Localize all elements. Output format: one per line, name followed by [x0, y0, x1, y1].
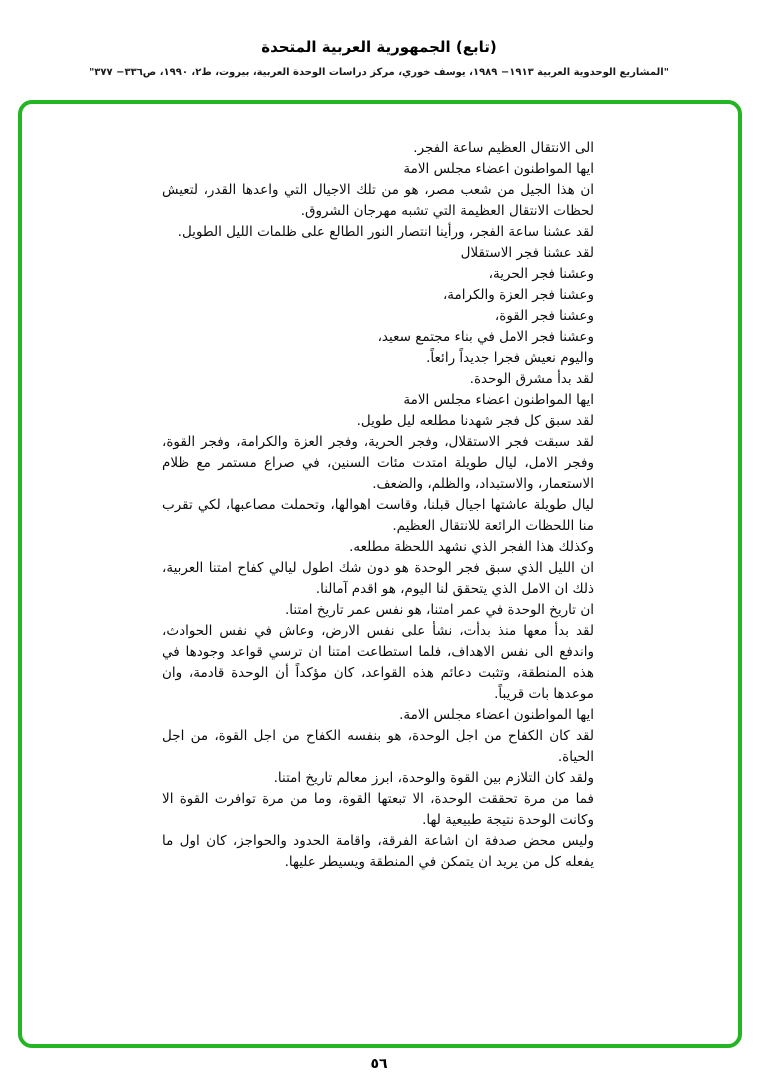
paragraph: وكذلك هذا الفجر الذي نشهد اللحظة مطلعه.	[349, 539, 594, 555]
paragraph: وعشنا فجر الحرية،	[488, 266, 594, 282]
paragraph: لقد بدأ معها منذ بدأت، نشأ على نفس الارض، وعاش في نفس الحوادث، واندفع الى نفس الاهداف، فلما استطاعت امتنا ان ترسي قواعد وجودها في هذه المنطقة، وتثبت دعائم هذه القواعد، كان مؤكداً أن الوحدة قادمة، وان موعدها بات قريباً.	[162, 623, 594, 702]
paragraph: لقد عشنا فجر الاستقلال	[460, 245, 594, 261]
paragraph: وليس محض صدفة ان اشاعة الفرقة، واقامة الحدود والحواجز، كان اول ما يفعله كل من يريد ان يتمكن في المنطقة ويسيطر عليها.	[162, 833, 594, 870]
paragraph: ان تاريخ الوحدة في عمر امتنا، هو نفس عمر تاريخ امتنا.	[285, 602, 594, 618]
document-title: (تابع) الجمهورية العربية المتحدة	[261, 38, 497, 56]
paragraph: لقد عشنا ساعة الفجر، ورأينا انتصار النور الطالع على ظلمات الليل الطويل.	[177, 224, 594, 240]
paragraph: ان هذا الجيل من شعب مصر، هو من تلك الاجيال التي واعدها القدر، لتعيش لحظات الانتقال العظيمة التي تشبه مهرجان الشروق.	[162, 182, 594, 219]
page-header	[0, 38, 758, 78]
paragraph: الى الانتقال العظيم ساعة الفجر.	[413, 140, 594, 156]
paragraph: ولقد كان التلازم بين القوة والوحدة، ابرز معالم تاريخ امتنا.	[273, 770, 594, 786]
content-frame	[18, 100, 742, 1048]
paragraph: ان الليل الذي سبق فجر الوحدة هو دون شك اطول ليالي كفاح امتنا العربية، ذلك ان الامل الذي يتحقق لنا اليوم، هو اقدم آمالنا.	[162, 560, 594, 597]
paragraph: ليال طويلة عاشتها اجيال قبلنا، وقاست اهوالها، وتحملت مصاعبها، لكي تقرب منا اللحظات الرائعة للانتقال العظيم.	[162, 497, 594, 534]
paragraph: ايها المواطنون اعضاء مجلس الامة	[403, 161, 594, 177]
body-text	[162, 138, 594, 873]
source-citation: "المشاريع الوحدوية العربية ١٩١٣− ١٩٨٩، يوسف خوري، مركز دراسات الوحدة العربية، بيروت، ط٢، ١٩٩٠، ص٣٣٦− ٣٧٧"	[89, 67, 669, 78]
paragraph: لقد سبقت فجر الاستقلال، وفجر الحرية، وفجر العزة والكرامة، وفجر القوة، وفجر الامل، ليال طويلة امتدت مئات السنين، في صراع مستمر مع ظلام الاستعمار، والاستبداد، والظلم، والضعف.	[162, 434, 594, 492]
paragraph: لقد بدأ مشرق الوحدة.	[469, 371, 594, 387]
paragraph: لقد كان الكفاح من اجل الوحدة، هو بنفسه الكفاح من اجل القوة، من اجل الحياة.	[162, 728, 594, 765]
paragraph: لقد سبق كل فجر شهدنا مطلعه ليل طويل.	[356, 413, 594, 429]
paragraph: فما من مرة تحققت الوحدة، الا تبعتها القوة، وما من مرة توافرت القوة الا وكانت الوحدة نتيجة طبيعية لها.	[162, 791, 594, 828]
paragraph: واليوم نعيش فجرا جديداً رائعاً.	[426, 350, 594, 366]
paragraph: ايها المواطنون اعضاء مجلس الامة	[403, 392, 594, 408]
paragraph: وعشنا فجر الامل في بناء مجتمع سعيد،	[377, 329, 594, 345]
paragraph: ايها المواطنون اعضاء مجلس الامة.	[399, 707, 594, 723]
paragraph: وعشنا فجر القوة،	[494, 308, 594, 324]
paragraph: وعشنا فجر العزة والكرامة،	[442, 287, 594, 303]
page-number: ٥٦	[370, 1056, 388, 1072]
